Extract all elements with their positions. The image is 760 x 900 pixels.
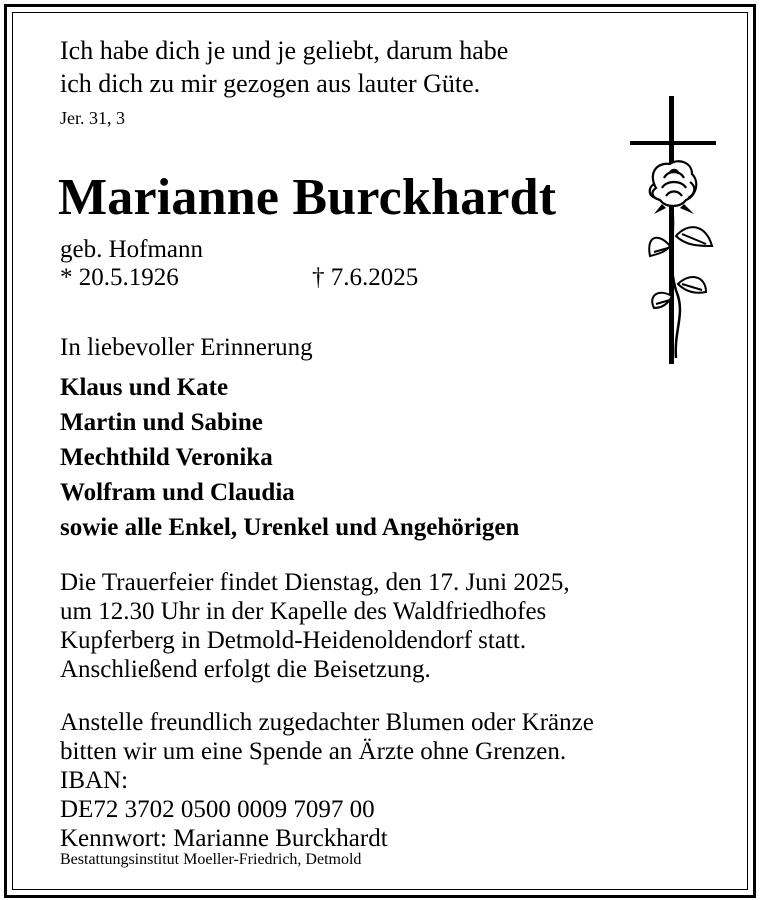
maiden-name: geb. Hofmann xyxy=(60,236,204,263)
cross-with-rose-icon xyxy=(626,96,718,366)
iban-label: IBAN: xyxy=(60,767,129,794)
service-line: Anschließend erfolgt die Beisetzung. xyxy=(60,656,431,683)
verse-line: Ich habe dich je und je geliebt, darum habe xyxy=(60,36,509,65)
service-info xyxy=(60,568,570,684)
mourner-entry: Wolfram und Claudia xyxy=(60,479,295,506)
mourner-entry: Mechthild Veronika xyxy=(60,444,273,471)
iban-number: DE72 3702 0500 0009 7097 00 xyxy=(60,796,375,823)
service-line: Die Trauerfeier findet Dienstag, den 17. Juni 2025, xyxy=(60,569,570,596)
donation-info xyxy=(60,708,594,853)
birth-date: * 20.5.1926 xyxy=(60,264,179,291)
mourner-entry: Klaus und Kate xyxy=(60,374,229,401)
death-date: † 7.6.2025 xyxy=(312,264,419,291)
service-line: Kupferberg in Detmold-Heidenoldendorf statt. xyxy=(60,627,527,654)
mourners-list xyxy=(60,370,519,545)
funeral-home: Bestattungsinstitut Moeller-Friedrich, Detmold xyxy=(60,851,362,868)
mourner-entry: sowie alle Enkel, Urenkel und Angehörigen xyxy=(60,514,520,541)
donation-line: Anstelle freundlich zugedachter Blumen oder Kränze xyxy=(60,709,594,736)
mourner-entry: Martin und Sabine xyxy=(60,409,263,436)
donation-keyword: Kennwort: Marianne Burckhardt xyxy=(60,825,388,852)
service-line: um 12.30 Uhr in der Kapelle des Waldfriedhofes xyxy=(60,598,547,625)
bible-verse xyxy=(60,34,600,100)
iban-line xyxy=(60,766,594,824)
verse-reference: Jer. 31, 3 xyxy=(60,108,125,128)
memory-intro: In liebevoller Erinnerung xyxy=(60,334,313,361)
donation-line: bitten wir um eine Spende an Ärzte ohne Grenzen. xyxy=(60,738,567,765)
deceased-name: Marianne Burckhardt xyxy=(58,169,557,226)
verse-line: ich dich zu mir gezogen aus lauter Güte. xyxy=(60,69,481,98)
